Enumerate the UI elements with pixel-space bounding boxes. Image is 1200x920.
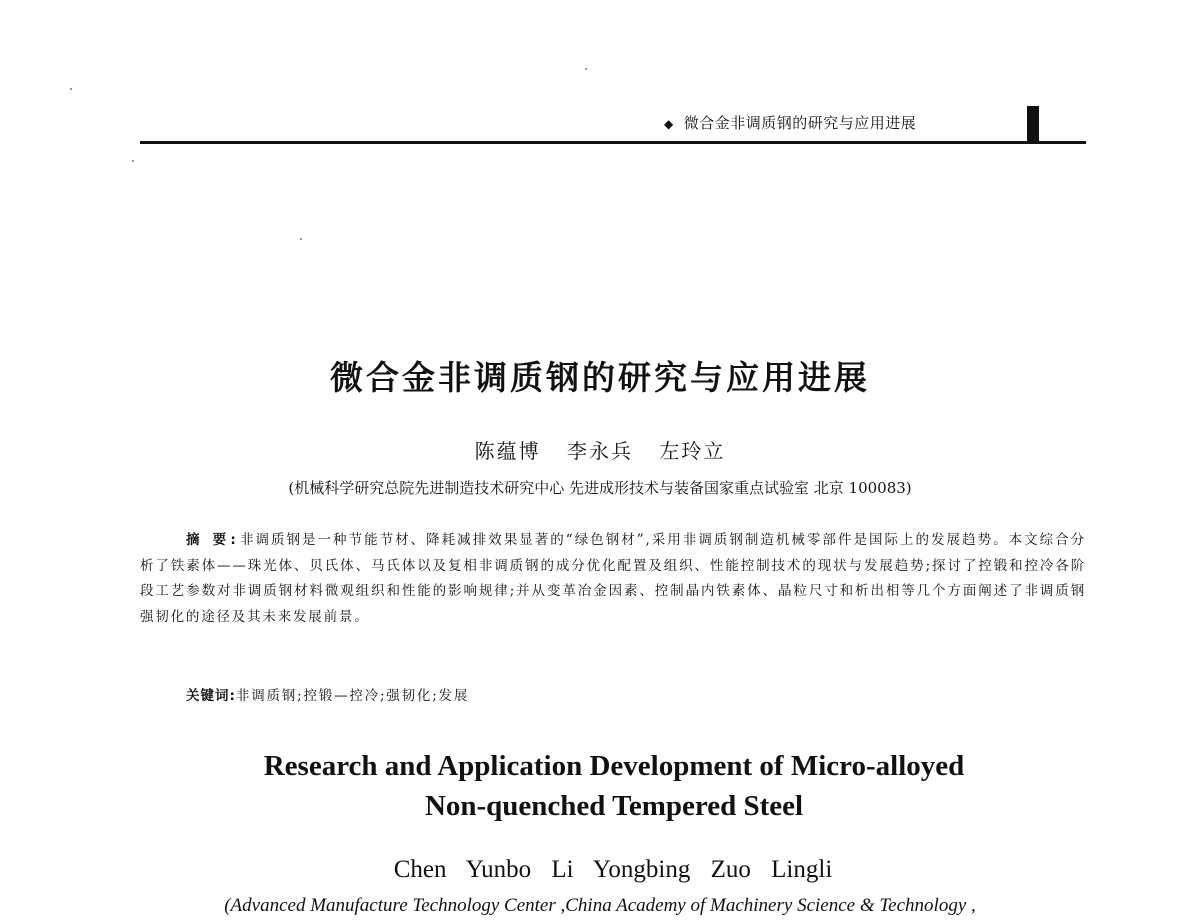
running-header-title: 微合金非调质钢的研究与应用进展: [683, 114, 917, 132]
scan-speck: [585, 68, 587, 70]
affiliation-en: (Advanced Manufacture Technology Center ,China Academy of Machinery Science & Technology ,: [224, 895, 976, 916]
scan-speck: [132, 160, 134, 162]
diamond-bullet-icon: ◆: [664, 117, 674, 131]
abstract: [140, 528, 1086, 630]
keywords-text: 非调质钢;控锻—控冷;强韧化;发展: [235, 688, 470, 704]
authors-en: Chen Yunbo Li Yongbing Zuo Lingli: [393, 856, 833, 883]
paper-title-en-line1: Research and Application Development of Micro-alloyed: [263, 750, 965, 782]
keywords: [186, 684, 469, 704]
running-header: [664, 112, 916, 133]
paper-title-cn: 微合金非调质钢的研究与应用进展: [330, 358, 870, 397]
abstract-label: 摘 要:: [186, 532, 240, 548]
paper-title-en-line2: Non-quenched Tempered Steel: [424, 790, 804, 822]
affiliation-cn: (机械科学研究总院先进制造技术研究中心 先进成形技术与装备国家重点试验室 北京 100083): [288, 479, 912, 497]
header-bar-marker: [1027, 106, 1039, 144]
scan-speck: [70, 88, 72, 90]
scan-speck: [300, 238, 302, 240]
authors-cn: 陈蕴博 李永兵 左玲立: [474, 439, 726, 463]
keywords-label: 关键词:: [186, 688, 236, 704]
abstract-text: 非调质钢是一种节能节材、降耗减排效果显著的“绿色钢材”,采用非调质钢制造机械零部件是国际上的发展趋势。本文综合分析了铁素体——珠光体、贝氏体、马氏体以及复相非调质钢的成分优化配置及组织、性能控制技术的现状与发展趋势;探讨了控锻和控冷各阶段工艺参数对非调质钢材料微观组织和性能的影响规律;并从变革冶金因素、控制晶内铁素体、晶粒尺寸和析出相等几个方面阐述了非调质钢强韧化的途径及其未来发展前景。: [140, 532, 1086, 625]
header-rule: [140, 141, 1086, 144]
